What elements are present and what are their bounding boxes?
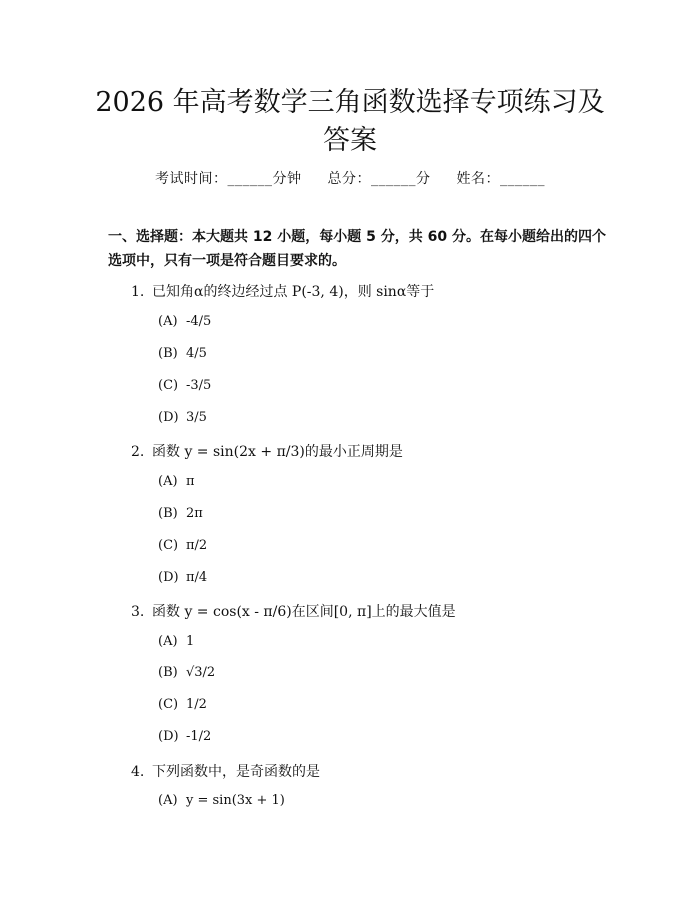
question-1-option-c bbox=[158, 378, 211, 393]
question-3-option-d bbox=[158, 729, 211, 744]
option-label: (C) bbox=[158, 378, 179, 393]
question-4 bbox=[131, 761, 320, 781]
question-number: 1. bbox=[131, 284, 145, 300]
question-3-option-b bbox=[158, 665, 215, 680]
question-number: 2. bbox=[131, 444, 145, 460]
option-text: π/4 bbox=[186, 570, 208, 585]
option-label: (A) bbox=[158, 474, 178, 489]
option-label: (A) bbox=[158, 793, 178, 808]
option-text: π bbox=[186, 474, 195, 489]
question-3-option-a bbox=[158, 634, 194, 649]
option-text: 1 bbox=[186, 634, 195, 649]
question-3-option-c bbox=[158, 697, 207, 712]
page-title: 2026 年高考数学三角函数选择专项练习及答案 bbox=[95, 87, 605, 156]
section-heading: 一、选择题：本大题共 12 小题，每小题 5 分，共 60 分。在每小题给出的四个选项中，只有一项是符合题目要求的。 bbox=[108, 229, 606, 269]
option-text: -4/5 bbox=[186, 314, 212, 329]
option-text: y = sin(3x + 1) bbox=[186, 793, 285, 808]
question-4-option-a bbox=[158, 793, 285, 808]
option-label: (B) bbox=[158, 506, 178, 521]
option-text: 3/5 bbox=[186, 410, 207, 425]
option-label: (D) bbox=[158, 570, 179, 585]
option-label: (C) bbox=[158, 538, 179, 553]
option-label: (A) bbox=[158, 314, 178, 329]
option-label: (A) bbox=[158, 634, 178, 649]
option-text: 1/2 bbox=[186, 697, 207, 712]
exam-meta bbox=[0, 168, 700, 188]
question-2 bbox=[131, 441, 403, 461]
question-1 bbox=[131, 281, 434, 301]
question-2-option-a bbox=[158, 474, 195, 489]
option-label: (D) bbox=[158, 410, 179, 425]
question-3 bbox=[131, 601, 456, 621]
exam-time-field: 考试时间：______分钟 bbox=[155, 171, 302, 187]
student-name-field: 姓名：______ bbox=[456, 171, 545, 187]
question-number: 3. bbox=[131, 604, 145, 620]
option-text: π/2 bbox=[186, 538, 208, 553]
total-score-field: 总分：______分 bbox=[327, 171, 431, 187]
question-1-option-d bbox=[158, 410, 207, 425]
question-number: 4. bbox=[131, 764, 145, 780]
option-label: (D) bbox=[158, 729, 179, 744]
question-1-option-b bbox=[158, 346, 207, 361]
question-text: 函数 y = cos(x - π/6)在区间[0, π]上的最大值是 bbox=[152, 604, 456, 620]
question-text: 函数 y = sin(2x + π/3)的最小正周期是 bbox=[152, 444, 403, 460]
question-text: 已知角α的终边经过点 P(-3, 4)，则 sinα等于 bbox=[152, 284, 435, 300]
option-label: (C) bbox=[158, 697, 179, 712]
question-1-option-a bbox=[158, 314, 211, 329]
option-label: (B) bbox=[158, 346, 178, 361]
option-text: 4/5 bbox=[186, 346, 207, 361]
question-2-option-b bbox=[158, 506, 203, 521]
option-label: (B) bbox=[158, 665, 178, 680]
option-text: -3/5 bbox=[186, 378, 212, 393]
question-2-option-d bbox=[158, 570, 207, 585]
option-text: -1/2 bbox=[186, 729, 212, 744]
option-text: 2π bbox=[186, 506, 203, 521]
question-2-option-c bbox=[158, 538, 207, 553]
question-text: 下列函数中，是奇函数的是 bbox=[152, 764, 320, 780]
option-text: √3/2 bbox=[186, 665, 216, 680]
